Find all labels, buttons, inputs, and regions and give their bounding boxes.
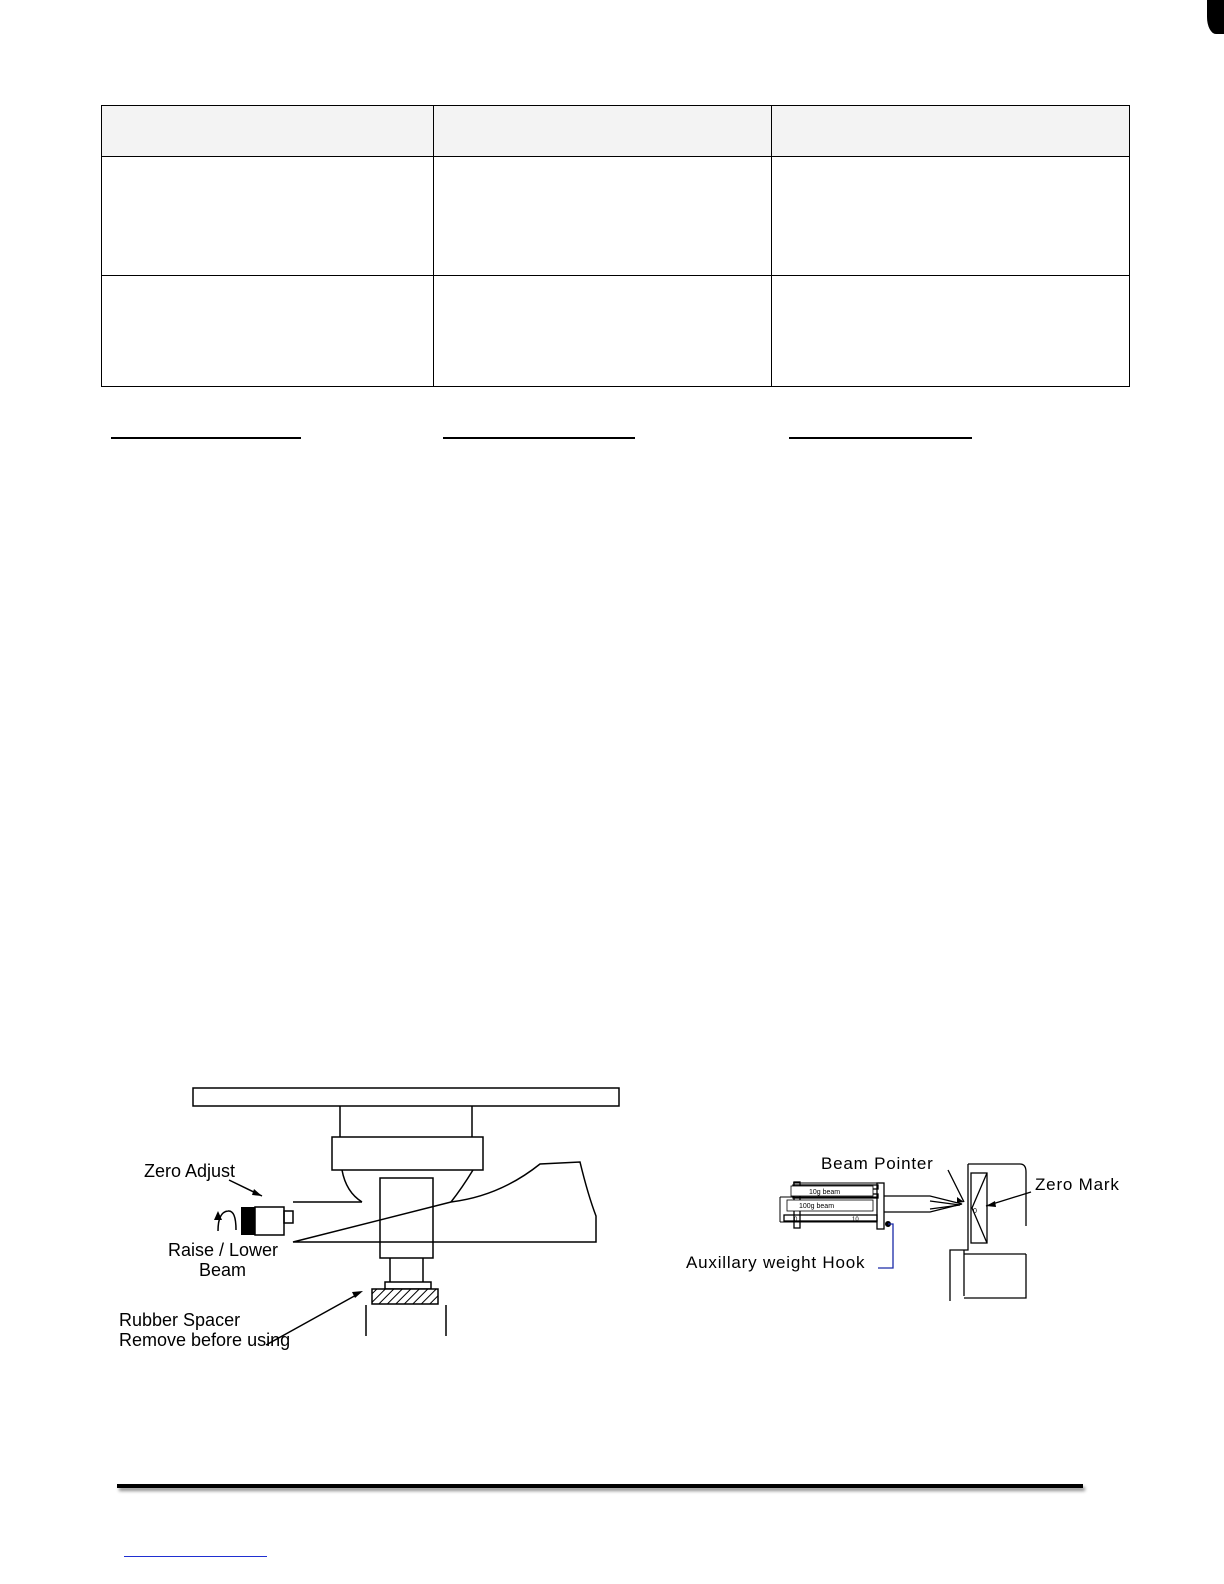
table-header-cell (434, 106, 772, 157)
table-header-cell (102, 106, 434, 157)
scale-end-label: 10 (852, 1217, 859, 1223)
scale-bar (784, 1215, 877, 1221)
balance-side-diagram (110, 1080, 650, 1360)
table-cell[interactable] (434, 157, 772, 276)
table-row (102, 275, 1130, 387)
footer-rule (117, 1484, 1083, 1488)
table-header-row (102, 106, 1130, 157)
table-row (102, 157, 1130, 276)
zero-adjust-shaft (284, 1211, 293, 1223)
knob-dark-half (241, 1207, 255, 1235)
signature-line-1[interactable] (111, 437, 301, 439)
signature-line-2[interactable] (443, 437, 635, 439)
zero-adjust-knob (255, 1207, 284, 1235)
rubber-spacer (372, 1289, 438, 1304)
table-cell[interactable] (102, 157, 434, 276)
aux-hook-label: Auxillary weight Hook (686, 1253, 866, 1272)
weighing-pan (193, 1088, 619, 1106)
aux-hook-wire (878, 1224, 893, 1268)
rubber-spacer-label: Rubber Spacer (119, 1310, 241, 1330)
zero-mark-label: Zero Mark (1035, 1175, 1120, 1194)
table-cell[interactable] (102, 275, 434, 387)
collar-flare (342, 1170, 473, 1202)
footer-link[interactable] (124, 1556, 267, 1557)
housing-outline (950, 1164, 1026, 1301)
beam-pointer-diagram (680, 1150, 1140, 1305)
data-table (101, 105, 1130, 387)
table-header-cell (772, 106, 1130, 157)
raise-lower-label: Raise / Lower (168, 1240, 279, 1260)
pan-stem (340, 1106, 472, 1137)
beam-100g-label: 100g beam (799, 1203, 835, 1210)
support-column (366, 1305, 446, 1336)
zero-mark-glyph: 0 (973, 1208, 977, 1215)
rubber-spacer-label-2: Remove before using (119, 1330, 291, 1350)
beam-pointer-diagram-svg (680, 1150, 1140, 1305)
table-cell[interactable] (772, 275, 1130, 387)
page-corner-mark (1207, 0, 1224, 34)
scale-start-label: 0 (794, 1217, 798, 1223)
table-cell[interactable] (772, 157, 1130, 276)
zero-adjust-arrowhead (252, 1189, 262, 1196)
raise-lower-label-2: Beam (199, 1260, 247, 1280)
beam-body (293, 1162, 596, 1242)
beam-clamp (877, 1183, 884, 1229)
beam-pointer-label: Beam Pointer (821, 1154, 934, 1173)
balance-side-diagram-svg (110, 1080, 650, 1360)
rotate-arrow-icon (218, 1211, 236, 1231)
signature-line-3[interactable] (789, 437, 972, 439)
lower-post (390, 1258, 423, 1282)
table-cell[interactable] (434, 275, 772, 387)
beam-pointer-leader (948, 1170, 964, 1202)
pan-collar (332, 1137, 483, 1170)
beam-10g-label: 10g beam (809, 1189, 841, 1196)
zero-adjust-label: Zero Adjust (144, 1161, 236, 1181)
post-base (385, 1282, 431, 1289)
